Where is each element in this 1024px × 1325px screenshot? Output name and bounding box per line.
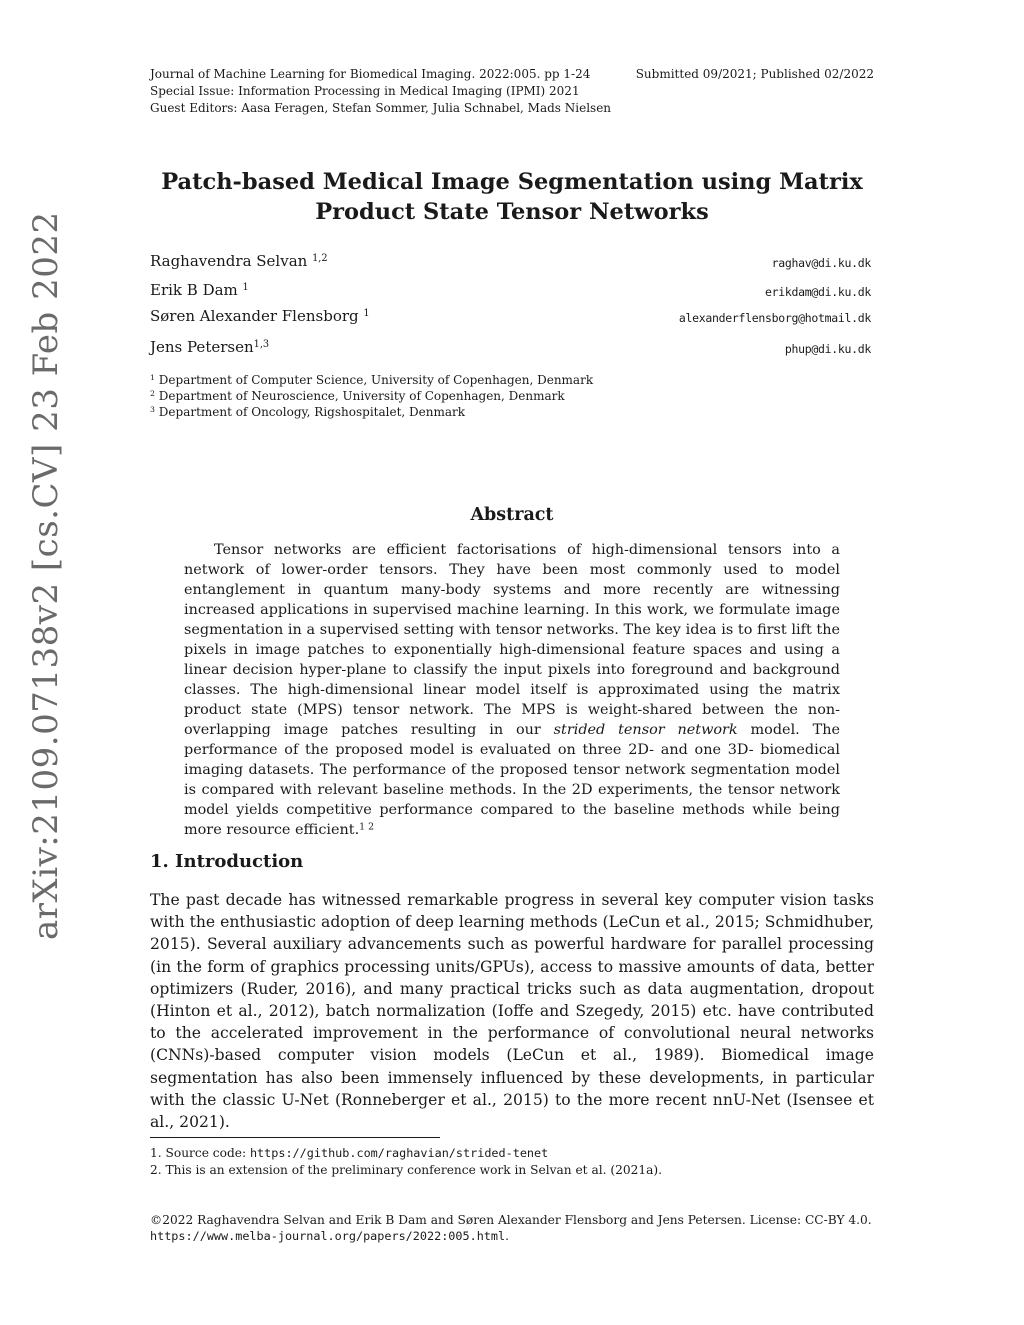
guest-editors-line: Guest Editors: Aasa Feragen, Stefan Sommer, Julia Schnabel, Mads Nielsen [150, 101, 612, 115]
footnote-1 [150, 1145, 548, 1161]
author-1 [150, 252, 328, 270]
journal-header [150, 66, 611, 117]
affiliation-3 [150, 404, 593, 420]
author-name: Søren Alexander Flensborg [150, 307, 359, 325]
author-affil-sup: 1,2 [312, 253, 328, 265]
section-heading-introduction: 1. Introduction [150, 851, 304, 872]
journal-line: Journal of Machine Learning for Biomedical Imaging. 2022:005. pp 1-24 [150, 67, 591, 81]
author-name: Jens Petersen [150, 338, 254, 356]
introduction-body: The past decade has witnessed remarkable progress in several key computer vision tasks with the enthusiastic adoption of deep learning methods (LeCun et al., 2015; Schmidhuber, 2015). Several auxiliary advancements such as powerful hardware for parallel processing (in the form of graphics processing units/GPUs), access to massive amounts of data, better optimizers (Ruder, 2016), and many practical tricks such as data augmentation, dropout (Hinton et al., 2012), batch normalization (Ioffe and Szegedy, 2015) etc. have contributed to the accelerated improvement in the performance of convolutional neural networks (CNNs)-based computer vision models (LeCun et al., 1989). Biomedical image segmentation has also been immensely influenced by these developments, in particular with the classic U-Net (Ronneberger et al., 2015) to the more recent nnU-Net (Isensee et al., 2021). [150, 891, 874, 1132]
special-issue-line: Special Issue: Information Processing in Medical Imaging (IPMI) 2021 [150, 84, 580, 98]
submission-dates: Submitted 09/2021; Published 02/2022 [635, 67, 874, 81]
abstract-footnote-marks[interactable]: 1 2 [359, 821, 375, 833]
copyright-text: ©2022 Raghavendra Selvan and Erik B Dam and Søren Alexander Flensborg and Jens Petersen. License: CC-BY 4.0. [150, 1213, 872, 1227]
footnote-2: 2. This is an extension of the preliminary conference work in Selvan et al. (2021a). [150, 1163, 663, 1177]
arxiv-stamp: arXiv:2109.07138v2 [cs.CV] 23 Feb 2022 [26, 211, 66, 940]
affiliation-2 [150, 388, 593, 404]
affiliation-text: Department of Neuroscience, University of Copenhagen, Denmark [158, 389, 565, 403]
affiliation-text: Department of Computer Science, University of Copenhagen, Denmark [158, 373, 594, 387]
copyright-block [150, 1212, 874, 1244]
author-3 [150, 307, 370, 325]
author-4 [150, 338, 269, 356]
author-1-email[interactable]: raghav@di.ku.dk [771, 256, 871, 270]
author-3-email[interactable]: alexanderflensborg@hotmail.dk [678, 311, 871, 325]
author-affil-sup: 1 [242, 282, 249, 294]
author-name: Erik B Dam [150, 281, 238, 299]
footnote-rule [150, 1137, 440, 1138]
abstract-text: Tensor networks are efficient factorisations of high-dimensional tensors into a network of lower-order tensors. They have been most commonly used to model entanglement in quantum many-body systems and more recently are witnessing increased applications in supervised machine learning. In this work, we formulate image segmentation in a supervised setting with tensor networks. The key idea is to first lift the pixels in image patches to exponentially high-dimensional feature spaces and using a linear decision hyper-plane to classify the input pixels into foreground and background classes. The high-dimensional linear model itself is approximated using the matrix product state (MPS) tensor network. The MPS is weight-shared between the non-overlapping image patches resulting in our [184, 542, 840, 738]
paper-url-link[interactable]: https://www.melba-journal.org/papers/2022:005.html [150, 1229, 506, 1243]
author-affil-sup: 1 [363, 308, 370, 320]
abstract-italic: strided tensor network [553, 722, 738, 738]
affiliation-num: 3 [150, 405, 155, 415]
author-2-email[interactable]: erikdam@di.ku.dk [765, 285, 871, 299]
abstract-text-cont: model. The performance of the proposed model is evaluated on three 2D- and one 3D- biomedical imaging datasets. The performance of the proposed tensor network segmentation model is compared with relevant baseline methods. In the 2D experiments, the tensor network model yields competitive performance compared to the baseline methods while being more resource efficient. [184, 722, 840, 838]
url-suffix: . [505, 1229, 509, 1243]
title-line-2: Product State Tensor Networks [315, 199, 709, 225]
title-line-1: Patch-based Medical Image Segmentation using Matrix [161, 169, 863, 195]
author-4-email[interactable]: phup@di.ku.dk [784, 342, 871, 356]
author-affil-sup: 1,3 [253, 339, 270, 351]
author-2 [150, 281, 249, 299]
affiliations [150, 372, 593, 420]
paper-title [0, 167, 1024, 227]
abstract-body [184, 540, 840, 840]
abstract-heading: Abstract [470, 505, 554, 525]
copyright-url-line [150, 1228, 874, 1244]
footnote-label: 1. Source code: [150, 1146, 250, 1160]
affiliation-num: 1 [150, 373, 155, 383]
affiliation-text: Department of Oncology, Rigshospitalet, Denmark [158, 405, 466, 419]
affiliation-1 [150, 372, 593, 388]
source-code-link[interactable]: https://github.com/raghavian/strided-tenet [249, 1146, 549, 1160]
author-name: Raghavendra Selvan [150, 252, 308, 270]
affiliation-num: 2 [150, 389, 155, 399]
